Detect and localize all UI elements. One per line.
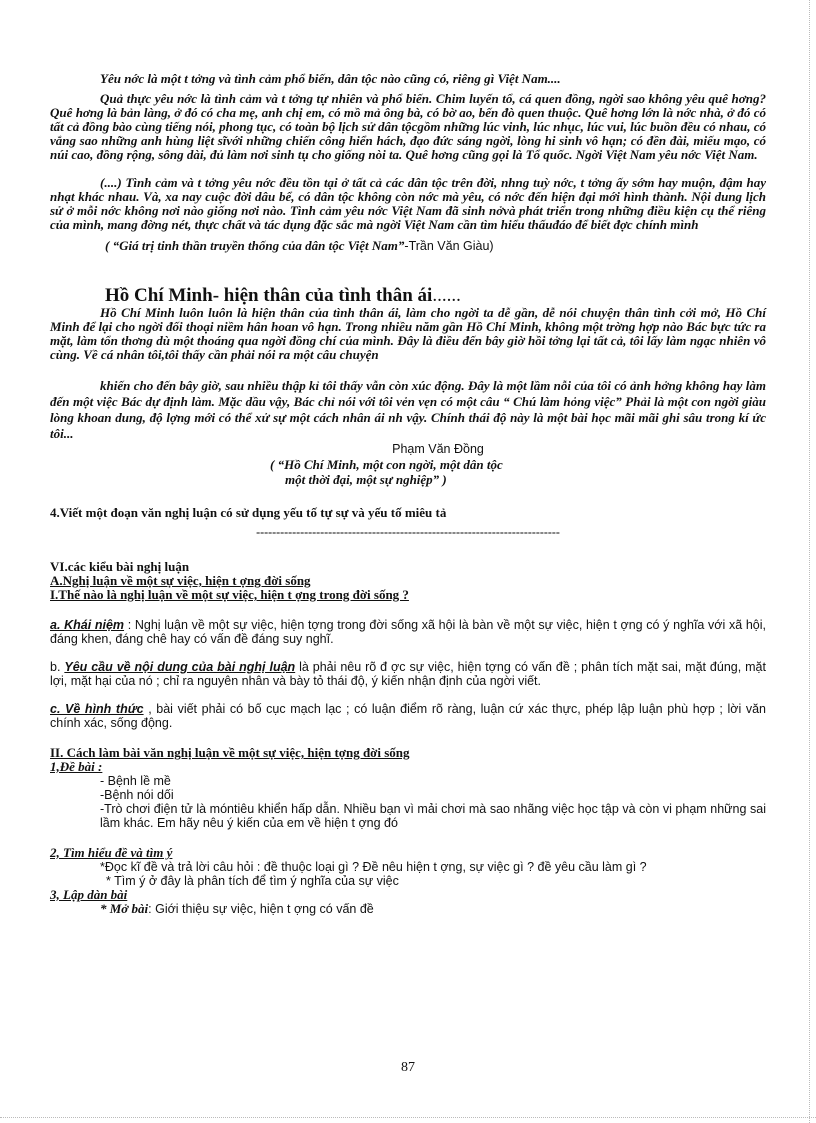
section-i-title: I.Thế nào là nghị luận về một sự việc, hiện t ợng trong đời sống ?: [50, 587, 409, 602]
khai-niem-label: a. Khái niệm: [50, 618, 125, 632]
passage2-author: Phạm Văn Đồng: [392, 442, 484, 456]
section-4-heading: 4.Viết một đoạn văn nghị luận có sử dụng yếu tố tự sự và yếu tố miêu tả: [50, 505, 447, 520]
passage2-title: Hồ Chí Minh- hiện thân của tình thân ái......: [105, 285, 461, 306]
source-title: ( “Giá trị tinh thần truyền thống của dân tộc Việt Nam”: [105, 238, 405, 253]
passage1-paragraph-2: Quả thực yêu nớc là tình cảm và t tởng tự nhiên và phổ biến. Chim luyến tổ, cá quen đồng, ngời sao không yêu quê hơng? Quê hơng là bản làng, ở đó có cha mẹ, anh chị em, có mồ mả ông bà, có bờ ao, bến đò quen thuộc. Quê hơng lớn là nớc nhà, ở đó có tất cả đồng bào cùng tiếng nói, phong tục, có toàn bộ lịch sử dân tộcgồm những lúc vinh, lúc nhục, lúc vui, lúc buồn đều có nhau, có vắng sao những anh hùng liệt sĩvới những chiến công hiển hách, đạo đức sáng ngời, lòng hi sinh vô hạn; có đền đài, miếu mạo, có núi cao, đồng rộng, sông dài, đủ làm nơi sinh tụ cho giống nòi ta. Quê hơng cũng gọi là Tổ quốc. Ngời Việt Nam yêu nớc Việt Nam.: [50, 91, 766, 162]
mo-bai-paragraph: * Mở bài: Giới thiệu sự việc, hiện t ợng có vấn đề: [100, 901, 374, 916]
mo-bai-label: * Mở bài: [100, 901, 149, 916]
list-item: -Bệnh nói dối: [100, 788, 174, 802]
passage1-source: [105, 238, 766, 254]
page-number: 87: [401, 1060, 415, 1075]
passage2-book-line-2: một thời đại, một sự nghiệp” ): [285, 472, 447, 487]
yeu-cau-paragraph: b. Yêu cầu về nội dung của bài nghị luận là phải nêu rõ đ ợc sự việc, hiện tợng có vấn đề ; phân tích mặt sai, mặt đúng, mặt lợi, mặt hại của nó ; chỉ ra nguyên nhân và bày tỏ thái độ, ý kiến nhận định của ngời viết.: [50, 660, 766, 688]
lap-dan-bai-label: 3, Lập dàn bài: [50, 887, 128, 902]
section-ii-title: II. Cách làm bài văn nghị luận về một sự việc, hiện tợng đời sống: [50, 745, 410, 760]
page-edge-bottom: [0, 1117, 816, 1118]
list-item: -Trò chơi điện tử là móntiêu khiển hấp dẫn. Nhiều bạn vì mải chơi mà sao nhãng việc học tập và còn vi phạm những sai lầm khác. Em hãy nêu ý kiến của em về hiện t ợng đó: [100, 802, 766, 830]
hinh-thuc-label: c. Về hình thức: [50, 702, 144, 716]
de-bai-label: 1,Đề bài :: [50, 759, 103, 774]
tim-hieu-paragraph-2: * Tìm ý ở đây là phân tích để tìm ý nghĩa của sự việc: [106, 874, 399, 888]
de-bai-list: [50, 774, 766, 830]
passage2-paragraph-1: Hồ Chí Minh luôn luôn là hiện thân của tình thân ái, làm cho ngời ta dễ gần, dễ nói chuyện thân tình cởi mở, Hồ Chí Minh để lại cho ngời đối thoại niềm hân hoan vô hạn. Trong nhiều năm gần Hồ Chí Minh, không một trờng hợp nào Bác bực tức ra mặt, làm tổn thơng dù một thoáng qua ngời đồng chí của mình. Đây là điều đến bây giờ hồi tởng lại tất cả, tôi lấy làm ngạc nhiên vô cùng. Về cá nhân tôi,tôi thấy cần phải nói ra một câu chuyện: [50, 305, 766, 362]
page-edge-right: [809, 0, 810, 1123]
passage1-paragraph-1: Yêu nớc là một t tởng và tình cảm phổ biến, dân tộc nào cũng có, riêng gì Việt Nam....: [100, 71, 561, 86]
section-a-title: A.Nghị luận về một sự việc, hiện t ợng đời sống: [50, 573, 311, 588]
source-author: -Trần Văn Giàu): [404, 239, 494, 253]
document-page: [50, 72, 766, 916]
hinh-thuc-paragraph: c. Về hình thức , bài viết phải có bố cục mạch lạc ; có luận điểm rõ ràng, luận cứ xác thực, phép lập luận phù hợp ; lời văn chính xác, sống động.: [50, 702, 766, 730]
khai-niem-paragraph: a. Khái niệm : Nghị luận về một sự việc, hiện tợng trong đời sống xã hội là bàn về một sự việc, hiện t ợng có ý nghĩa với xã hội, đáng khen, đáng chê hay có vấn đề đáng suy nghĩ.: [50, 618, 766, 646]
passage2-book-line-1: ( “Hồ Chí Minh, một con ngời, một dân tộc: [270, 457, 503, 472]
list-item: - Bệnh lề mề: [100, 774, 171, 788]
tim-hieu-paragraph-1: *Đọc kĩ đề và trả lời câu hỏi : đề thuộc loại gì ? Đề nêu hiện t ợng, sự việc gì ? đề yêu cầu làm gì ?: [100, 860, 647, 874]
passage1-paragraph-3: (....) Tình cảm và t tởng yêu nớc đều tồn tại ở tất cả các dân tộc trên đời, nhng tuỳ nớc, t tởng ấy sớm hay muộn, đậm hay nhạt khác nhau. Và, xa nay cuộc đời dâu bể, có dân tộc không còn nớc mà yêu, có nớc đến hiện đại mới hình thành. Nội dung lịch sử ở mỗi nớc không nơi nào giống nơi nào. Tình cảm yêu nớc Việt Nam đã sinh nởvà phát triển trong những điều kiện cụ thể riêng của mình, mang đờng nét, thực chất và tác dụng đặc sắc mà ngời Việt Nam cần tìm hiểu thấuđáo để biết đợc chính mình: [50, 175, 766, 232]
yeu-cau-label: Yêu cầu về nội dung của bài nghị luận: [64, 660, 296, 674]
tim-hieu-label: 2, Tìm hiểu đề và tìm ý: [50, 845, 173, 860]
passage2-paragraph-2: khiến cho đến bây giờ, sau nhiều thập kỉ tôi thấy vẫn còn xúc động. Đây là một lầm nỗi của tôi có ảnh hởng không hay làm đến một việc Bác dự định làm. Mặc dầu vậy, Bác chỉ nói với tôi vẻn vẹn có một câu “ Chú làm hỏng việc” Phải là một con ngời giàu lòng khoan dung, độ lợng mới có thể xử sự một cách nhân ái nh vậy. Chính thái độ này là một bài học mãi mãi ghi sâu trong kí ức tôi...: [50, 378, 766, 441]
divider-dashes: ----------------------------------------------------------------------------: [256, 525, 560, 539]
section-6-title: VI.các kiểu bài nghị luận: [50, 559, 190, 574]
